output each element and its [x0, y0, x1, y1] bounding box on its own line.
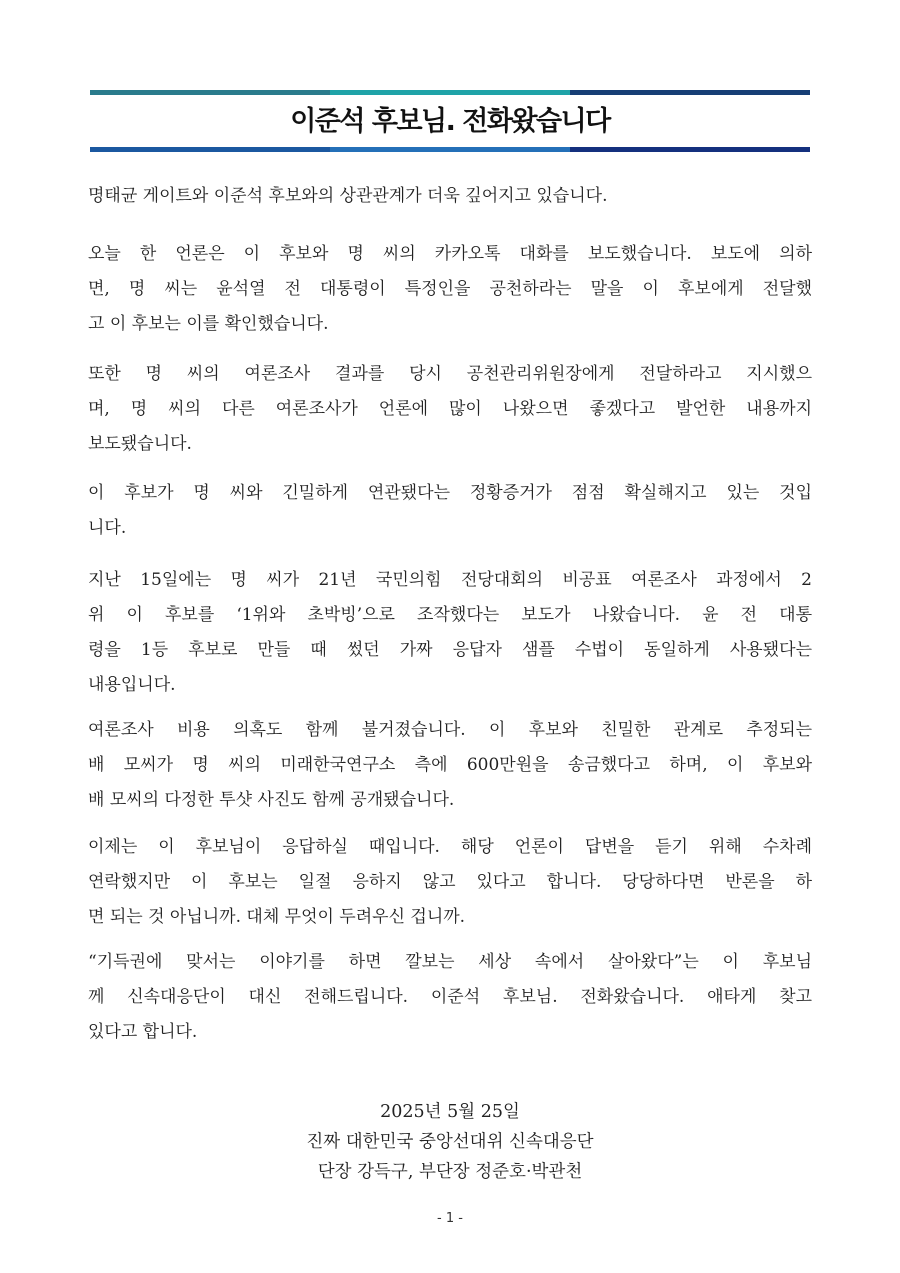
paragraph-line: 배 모씨가 명 씨의 미래한국연구소 측에 600만원을 송금했다고 하며, 이 후보와 [88, 755, 812, 775]
header-bar-segment [330, 90, 570, 95]
paragraph-line: 오늘 한 언론은 이 후보와 명 씨의 카카오톡 대화를 보도했습니다. 보도에 의하 [88, 244, 812, 264]
paragraph-line: 명태균 게이트와 이준석 후보와의 상관관계가 더욱 깊어지고 있습니다. [88, 186, 608, 206]
paragraph-line: 또한 명 씨의 여론조사 결과를 당시 공천관리위원장에게 전달하라고 지시했으 [88, 364, 812, 384]
paragraph-line: 내용입니다. [88, 675, 176, 695]
paragraph-line: 보도됐습니다. [88, 434, 192, 454]
header-bar-segment [330, 147, 570, 152]
header-bar-top [90, 90, 810, 95]
paragraph-line: 연락했지만 이 후보는 일절 응하지 않고 있다고 합니다. 당당하다면 반론을 하 [88, 872, 812, 892]
paragraph-line: “기득권에 맞서는 이야기를 하면 깔보는 세상 속에서 살아왔다”는 이 후보님 [88, 952, 812, 972]
signature-organization: 진짜 대한민국 중앙선대위 신속대응단 [306, 1132, 594, 1152]
paragraph-line: 이제는 이 후보님이 응답하실 때입니다. 해당 언론이 답변을 듣기 위해 수차례 [88, 837, 812, 857]
header-bar-segment [90, 90, 330, 95]
paragraph-line: 니다. [88, 518, 127, 538]
paragraph-line: 지난 15일에는 명 씨가 21년 국민의힘 전당대회의 비공표 여론조사 과정에서 2 [88, 570, 812, 590]
header-bar-bottom [90, 147, 810, 152]
paragraph-line: 고 이 후보는 이를 확인했습니다. [88, 314, 329, 334]
header-bar-segment [570, 90, 810, 95]
paragraph-line: 면, 명 씨는 윤석열 전 대통령이 특정인을 공천하라는 말을 이 후보에게 전달했 [88, 279, 812, 299]
paragraph-line: 며, 명 씨의 다른 여론조사가 언론에 많이 나왔으면 좋겠다고 발언한 내용까지 [88, 399, 812, 419]
header-bar-segment [570, 147, 810, 152]
header-bar-segment [90, 147, 330, 152]
paragraph-line: 이 후보가 명 씨와 긴밀하게 연관됐다는 정황증거가 점점 확실해지고 있는 것입 [88, 483, 812, 503]
paragraph-line: 위 이 후보를 ‘1위와 초박빙’으로 조작했다는 보도가 나왔습니다. 윤 전 대통 [88, 605, 812, 625]
paragraph-line: 께 신속대응단이 대신 전해드립니다. 이준석 후보님. 전화왔습니다. 애타게 찾고 [88, 987, 812, 1007]
paragraph-line: 있다고 합니다. [88, 1022, 198, 1042]
paragraph-line: 여론조사 비용 의혹도 함께 불거졌습니다. 이 후보와 친밀한 관계로 추정되는 [88, 720, 812, 740]
signature-date: 2025년 5월 25일 [380, 1102, 520, 1122]
page-number: - 1 - [437, 1211, 463, 1226]
signature-members: 단장 강득구, 부단장 정준호·박관천 [317, 1162, 583, 1182]
paragraph-line: 면 되는 것 아닙니까. 대체 무엇이 두려우신 겁니까. [88, 907, 466, 927]
paragraph-line: 령을 1등 후보로 만들 때 썼던 가짜 응답자 샘플 수법이 동일하게 사용됐다는 [88, 640, 812, 660]
document-title: 이준석 후보님. 전화왔습니다 [290, 106, 610, 137]
paragraph-line: 배 모씨의 다정한 투샷 사진도 함께 공개됐습니다. [88, 790, 455, 810]
